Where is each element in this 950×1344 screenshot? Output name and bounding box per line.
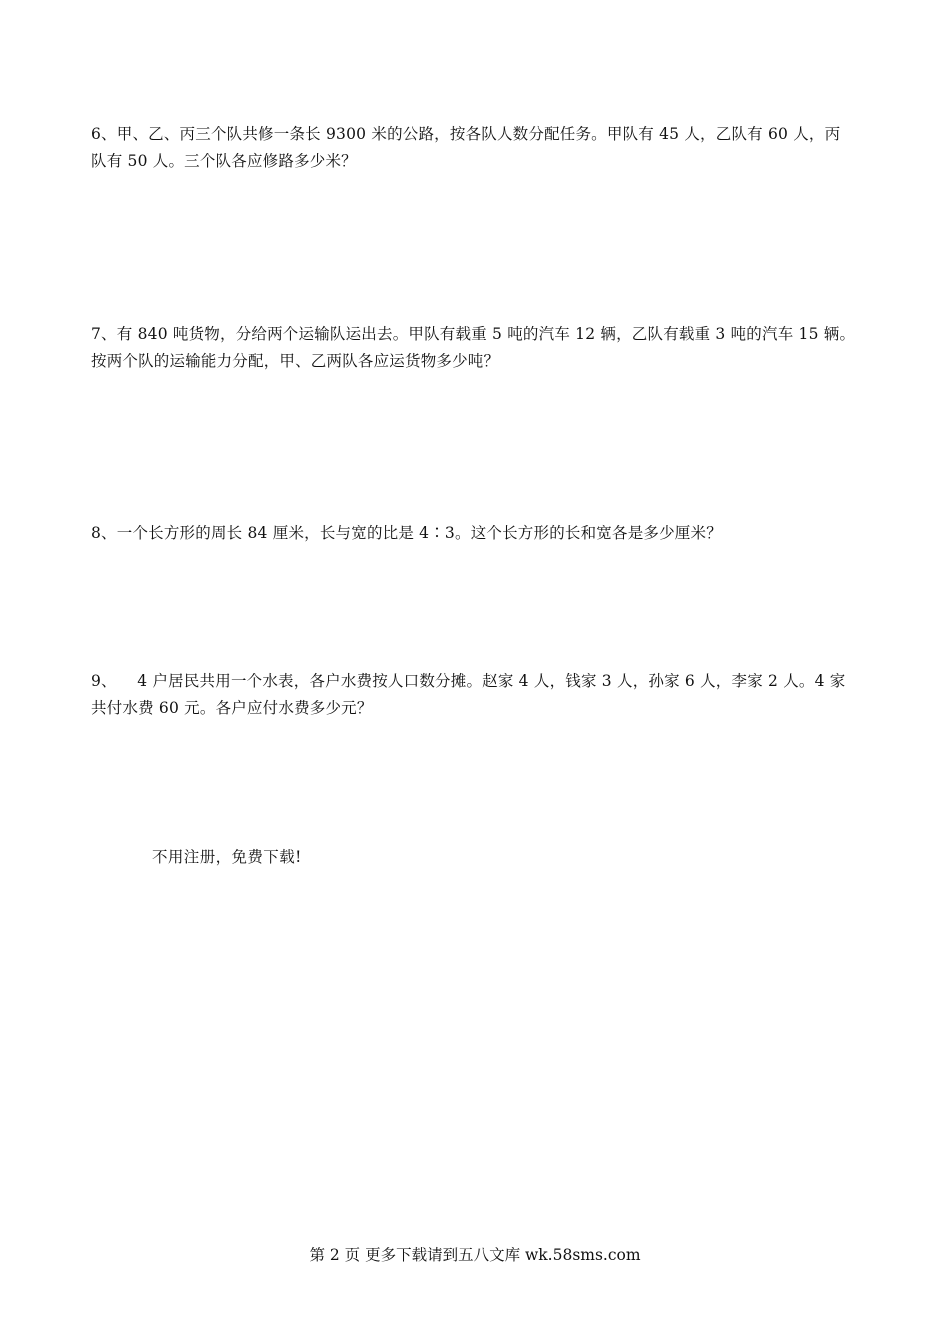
problem-9-line-1: 9、 4 户居民共用一个水表，各户水费按人口数分摊。赵家 4 人，钱家 3 人，孙家 6 人，李家 2 人。4 家 — [91, 672, 846, 690]
problem-7 — [91, 321, 881, 375]
free-download-note: 不用注册，免费下载! — [152, 848, 302, 866]
problem-8-line-1: 8、一个长方形的周长 84 厘米，长与宽的比是 4∶3。这个长方形的长和宽各是多少厘米？ — [91, 524, 722, 542]
problem-8 — [91, 520, 881, 547]
page-footer: 第 2 页 更多下载请到五八文库 wk.58sms.com — [309, 1246, 641, 1264]
problem-9 — [91, 668, 881, 722]
problem-7-line-2: 按两个队的运输能力分配，甲、乙两队各应运货物多少吨？ — [91, 352, 500, 370]
problem-6-line-1: 6、甲、乙、丙三个队共修一条长 9300 米的公路，按各队人数分配任务。甲队有 45 人，乙队有 60 人，丙 — [91, 125, 841, 143]
problem-9-line-2: 共付水费 60 元。各户应付水费多少元？ — [91, 699, 373, 717]
problem-7-line-1: 7、有 840 吨货物，分给两个运输队运出去。甲队有载重 5 吨的汽车 12 辆，乙队有载重 3 吨的汽车 15 辆。 — [91, 325, 856, 343]
problem-6 — [91, 121, 881, 175]
problem-6-line-2: 队有 50 人。三个队各应修路多少米？ — [91, 152, 357, 170]
